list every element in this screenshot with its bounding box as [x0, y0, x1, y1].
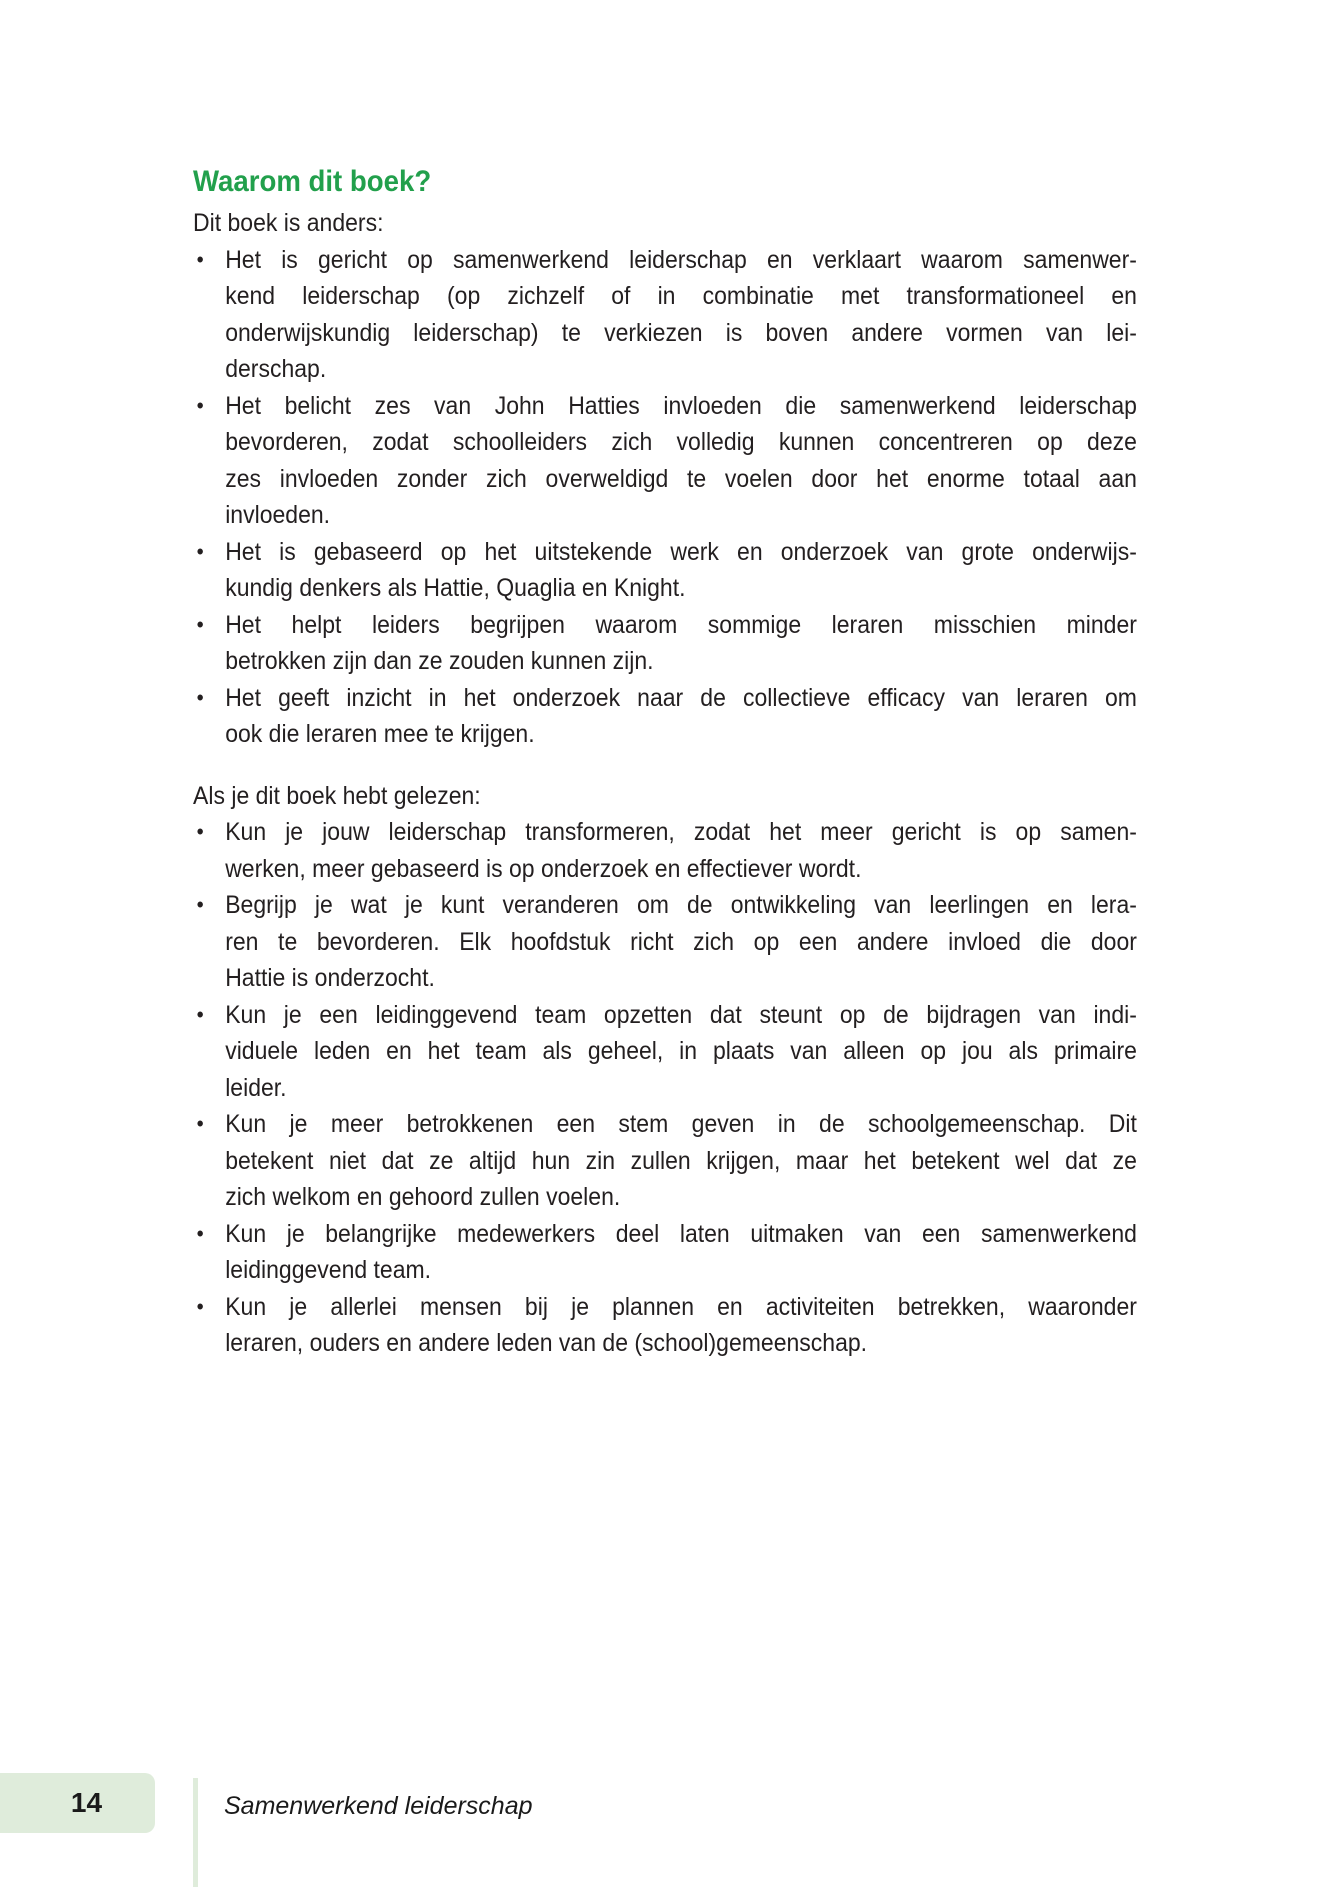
text-line: werken, meer gebaseerd is op onderzoek en effectiever wordt.: [225, 854, 862, 883]
bullet-item: [193, 534, 1137, 607]
text-line: viduele leden en het team als geheel, in plaats van alleen op jou als primaire: [225, 1037, 1137, 1065]
text-line: Het is gebaseerd op het uitstekende werk en onderzoek van grote onderwijs-: [225, 537, 1137, 566]
bullet-text: [225, 680, 1137, 753]
text-line: ren te bevorderen. Elk hoofdstuk richt zich op een andere invloed die door: [225, 927, 1137, 956]
text-line: Kun je allerlei mensen bij je plannen en activiteiten betrekken, waaronder: [225, 1292, 1137, 1321]
bullet-dot-icon: •: [196, 1001, 204, 1027]
bullet-dot-icon: •: [196, 611, 204, 637]
text-line: ook die leraren mee te krijgen.: [225, 720, 535, 748]
bullet-dot-icon: •: [196, 392, 204, 418]
text-line: onderwijskundig leiderschap) te verkiezen is boven andere vormen van lei-: [225, 318, 1137, 347]
bullet-text: [225, 887, 1137, 997]
text-line: betrokken zijn dan ze zouden kunnen zijn.: [225, 647, 654, 675]
bullet-text: [225, 1289, 1137, 1362]
text-line: kend leiderschap (op zichzelf of in combinatie met transformationeel en: [225, 282, 1137, 310]
text-line: Het geeft inzicht in het onderzoek naar de collectieve efficacy van leraren om: [225, 683, 1137, 712]
bullet-dot-icon: •: [196, 246, 204, 272]
bullet-item: [193, 887, 1137, 997]
bullet-dot-icon: •: [196, 538, 204, 564]
bullet-dot-icon: •: [196, 892, 204, 917]
bullet-dot-icon: •: [196, 819, 204, 844]
bullet-text: [225, 242, 1137, 388]
text-line: Het is gericht op samenwerkend leiderschap en verklaart waarom samenwer-: [225, 245, 1137, 274]
bullet-item: [193, 242, 1137, 388]
bullet-item: [193, 1106, 1137, 1216]
bullet-list-1: [193, 242, 1137, 753]
text-line: leider.: [225, 1073, 287, 1102]
text-line: leraren, ouders en andere leden van de (school)gemeenschap.: [225, 1329, 868, 1357]
bullet-dot-icon: •: [196, 684, 204, 710]
bullet-dot-icon: •: [196, 1293, 204, 1319]
text-line: Kun je jouw leiderschap transformeren, zodat het meer gericht is op samen-: [225, 818, 1137, 846]
bullet-text: [225, 534, 1137, 607]
bullet-text: [225, 997, 1137, 1107]
text-line: Hattie is onderzocht.: [225, 964, 435, 992]
bullet-dot-icon: •: [196, 1111, 204, 1136]
intro-line-1: Dit boek is anders:: [193, 209, 384, 237]
text-line: Het belicht zes van John Hatties invloeden die samenwerkend leiderschap: [225, 391, 1137, 420]
bullet-list-2: [193, 814, 1137, 1362]
bullet-item: [193, 1216, 1137, 1289]
bullet-item: [193, 607, 1137, 680]
page-number-badge: [0, 1773, 155, 1833]
bullet-item: [193, 814, 1137, 887]
text-line: betekent niet dat ze altijd hun zin zullen krijgen, maar het betekent wel dat ze: [225, 1146, 1137, 1175]
bullet-text: [225, 1216, 1137, 1289]
bullet-text: [225, 607, 1137, 680]
page-body: [193, 164, 1137, 1362]
text-line: Kun je een leidinggevend team opzetten dat steunt op de bijdragen van indi-: [225, 1000, 1137, 1029]
text-line: bevorderen, zodat schoolleiders zich volledig kunnen concentreren op deze: [225, 428, 1137, 456]
bullet-item: [193, 680, 1137, 753]
text-line: Kun je meer betrokkenen een stem geven in de schoolgemeenschap. Dit: [225, 1110, 1137, 1138]
bullet-item: [193, 997, 1137, 1107]
bullet-text: [225, 388, 1137, 534]
text-line: kundig denkers als Hattie, Quaglia en Knight.: [225, 574, 686, 602]
text-line: Het helpt leiders begrijpen waarom sommige leraren misschien minder: [225, 610, 1137, 639]
text-line: Begrijp je wat je kunt veranderen om de ontwikkeling van leerlingen en lera-: [225, 891, 1137, 919]
bullet-text: [225, 814, 1137, 887]
bullet-dot-icon: •: [196, 1220, 204, 1246]
running-title: Samenwerkend leiderschap: [224, 1792, 533, 1820]
text-line: zich welkom en gehoord zullen voelen.: [225, 1183, 621, 1211]
text-line: leidinggevend team.: [225, 1256, 432, 1284]
page-number: 14: [70, 1787, 103, 1818]
text-line: invloeden.: [225, 501, 331, 529]
bullet-item: [193, 1289, 1137, 1362]
text-line: zes invloeden zonder zich overweldigd te voelen door het enorme totaal aan: [225, 464, 1137, 493]
footer-rule: [193, 1778, 198, 1887]
bullet-item: [193, 388, 1137, 534]
bullet-text: [225, 1106, 1137, 1216]
intro-line-2: Als je dit boek hebt gelezen:: [193, 781, 481, 810]
section-heading: Waarom dit boek?: [193, 165, 432, 198]
text-line: derschap.: [225, 355, 327, 383]
text-line: Kun je belangrijke medewerkers deel laten uitmaken van een samenwerkend: [225, 1219, 1137, 1248]
